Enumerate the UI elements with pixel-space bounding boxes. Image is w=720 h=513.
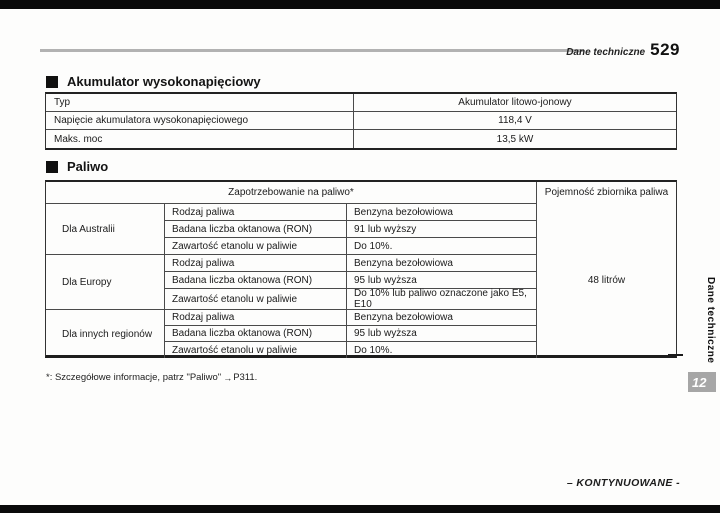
fuel-attr-label: Zawartość etanolu w paliwie (164, 342, 346, 358)
margin-tick (668, 354, 683, 356)
cross-reference-arrow-icon: → (223, 372, 233, 383)
region-cell-australia: Dla Australii (46, 204, 164, 255)
footnote (46, 372, 257, 383)
fuel-attr-label: Rodzaj paliwa (164, 204, 346, 221)
header-page-number: 529 (650, 40, 680, 59)
header-rule (40, 49, 584, 52)
fuel-attr-value: Do 10%. (346, 238, 536, 255)
battery-row-label: Maks. moc (54, 133, 103, 145)
fuel-attr-label: Badana liczba oktanowa (RON) (164, 272, 346, 289)
battery-section-heading (46, 74, 261, 89)
fuel-attr-label: Zawartość etanolu w paliwie (164, 289, 346, 310)
continued-footer-label: – KONTYNUOWANE - (566, 477, 680, 489)
battery-row-label: Typ (46, 94, 353, 112)
page-header (566, 40, 680, 60)
battery-table (45, 92, 677, 150)
chapter-tab-vertical-label: Dane techniczne (705, 277, 716, 364)
tank-capacity-value: 48 litrów (587, 275, 626, 286)
battery-row-value: 118,4 V (353, 112, 676, 130)
fuel-section-title: Paliwo (67, 159, 109, 174)
top-edge-bar (0, 0, 720, 9)
fuel-table (45, 180, 677, 358)
fuel-attr-value: Benzyna bezołowiowa (346, 204, 536, 221)
section-bullet-icon (46, 76, 58, 88)
fuel-attr-value: 91 lub wyższy (346, 221, 536, 238)
fuel-attr-value: Benzyna bezołowiowa (346, 310, 536, 326)
battery-row-value: Akumulator litowo-jonowy (353, 94, 676, 112)
region-cell-other: Dla innych regionów (62, 328, 153, 340)
header-section-label: Dane techniczne (566, 47, 646, 58)
battery-row-value: 13,5 kW (353, 130, 676, 148)
fuel-attr-label: Badana liczba oktanowa (RON) (164, 326, 346, 342)
bottom-edge-bar (0, 505, 720, 513)
fuel-attr-label: Zawartość etanolu w paliwie (164, 238, 346, 255)
chapter-number-badge: 12 (688, 372, 716, 392)
battery-row-label: Napięcie akumulatora wysokonapięciowego (46, 112, 353, 130)
fuel-attr-value: 95 lub wyższa (346, 326, 536, 342)
fuel-attr-label: Rodzaj paliwa (164, 255, 346, 272)
fuel-attr-label: Rodzaj paliwa (164, 310, 346, 326)
fuel-table-right-header: Pojemność zbiornika paliwa (544, 187, 669, 198)
fuel-attr-label: Badana liczba oktanowa (RON) (164, 221, 346, 238)
fuel-section-heading (46, 159, 108, 174)
section-bullet-icon (46, 161, 58, 173)
fuel-table-left-header: Zapotrzebowanie na paliwo* (46, 182, 536, 204)
battery-section-title: Akumulator wysokonapięciowy (67, 74, 261, 89)
footnote-page-reference: P311. (233, 372, 258, 383)
region-cell-europa: Dla Europy (46, 255, 164, 310)
fuel-tank-column (536, 182, 676, 358)
fuel-attr-value: Benzyna bezołowiowa (346, 255, 536, 272)
fuel-attr-value: 95 lub wyższa (346, 272, 536, 289)
fuel-attr-value: Do 10% lub paliwo oznaczone jako E5, E10 (346, 289, 536, 310)
footnote-text: *: Szczegółowe informacje, patrz "Paliwo" (46, 372, 222, 383)
fuel-attr-value: Do 10%. (346, 342, 536, 358)
